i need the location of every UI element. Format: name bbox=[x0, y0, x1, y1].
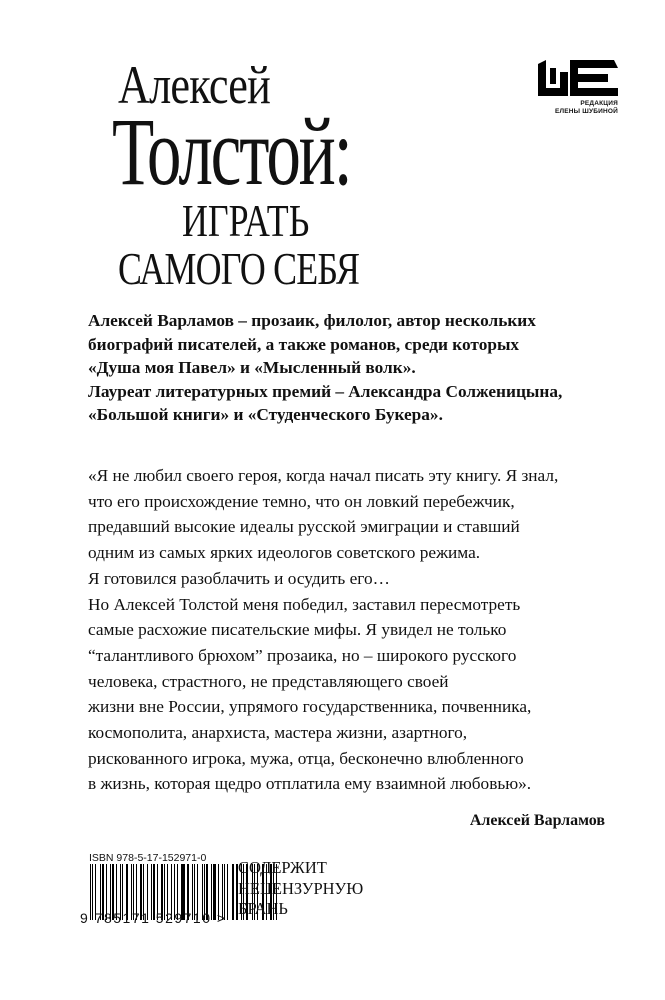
publisher-logo bbox=[538, 60, 618, 116]
quote-line: рискованного игрока, мужа, отца, бесконечно влюбленного bbox=[88, 748, 524, 768]
quote-line: что его происхождение темно, что он ловкий перебежчик, bbox=[88, 491, 515, 511]
warning-line: НЕЦЕНЗУРНУЮ bbox=[238, 878, 364, 898]
quote-line: Я готовился разоблачить и осудить его… bbox=[88, 568, 390, 588]
title-subtitle-line1: ИГРАТЬ bbox=[182, 195, 310, 246]
author-quote bbox=[88, 463, 648, 797]
quote-line: предавший высокие идеалы русской эмиграции и ставший bbox=[88, 517, 520, 537]
bio-line: биографий писателей, а также романов, среди которых bbox=[88, 334, 520, 354]
quote-line: Но Алексей Толстой меня победил, заставил пересмотреть bbox=[88, 594, 521, 614]
warning-line: СОДЕРЖИТ bbox=[238, 858, 327, 877]
quote-line: космополита, анархиста, мастера жизни, азартного, bbox=[88, 723, 468, 743]
publisher-logo-text-1: РЕДАКЦИЯ bbox=[580, 100, 618, 107]
title-author-first-name: Алексей bbox=[118, 55, 270, 115]
barcode-bar bbox=[232, 864, 233, 920]
profanity-warning bbox=[238, 858, 363, 920]
barcode-bar bbox=[233, 864, 234, 920]
bio-line: Алексей Варламов – прозаик, филолог, автор нескольких bbox=[88, 311, 536, 330]
bio-line: Лауреат литературных премий – Александра Солженицына, bbox=[88, 381, 563, 401]
isbn-number: ISBN 978-5-17-152971-0 bbox=[89, 852, 207, 864]
quote-author: Алексей Варламов bbox=[469, 812, 605, 829]
quote-line: самые расхожие писательские мифы. Я увидел не только bbox=[88, 620, 507, 640]
author-bio bbox=[88, 309, 648, 427]
bio-line: «Душа моя Павел» и «Мысленный волк». bbox=[88, 358, 416, 378]
bio-line: «Большой книги» и «Студенческого Букера». bbox=[88, 405, 443, 425]
quote-line: “талантливого брюхом” прозаика, но – широкого русского bbox=[88, 645, 517, 665]
title-author-last-name: Толстой: bbox=[112, 98, 351, 205]
quote-line: одним из самых ярких идеологов советского режима. bbox=[88, 543, 481, 563]
quote-line: человека, страстного, не представляющего своей bbox=[88, 671, 449, 691]
barcode-bar bbox=[227, 864, 229, 920]
quote-line: «Я не любил своего героя, когда начал писать эту книгу. Я знал, bbox=[88, 466, 559, 485]
title-subtitle-line2: САМОГО СЕБЯ bbox=[118, 243, 360, 294]
publisher-logo-text-2: ЕЛЕНЫ ШУБИНОЙ bbox=[554, 108, 618, 115]
publisher-logo-icon bbox=[538, 60, 618, 96]
quote-line: в жизнь, которая щедро отплатила ему взаимной любовью». bbox=[88, 774, 532, 794]
warning-line: БРАНЬ bbox=[238, 899, 288, 918]
quote-line: жизни вне России, упрямого государственника, почвенника, bbox=[88, 697, 532, 717]
barcode-digits: 9 785171 529710 > bbox=[80, 910, 227, 926]
